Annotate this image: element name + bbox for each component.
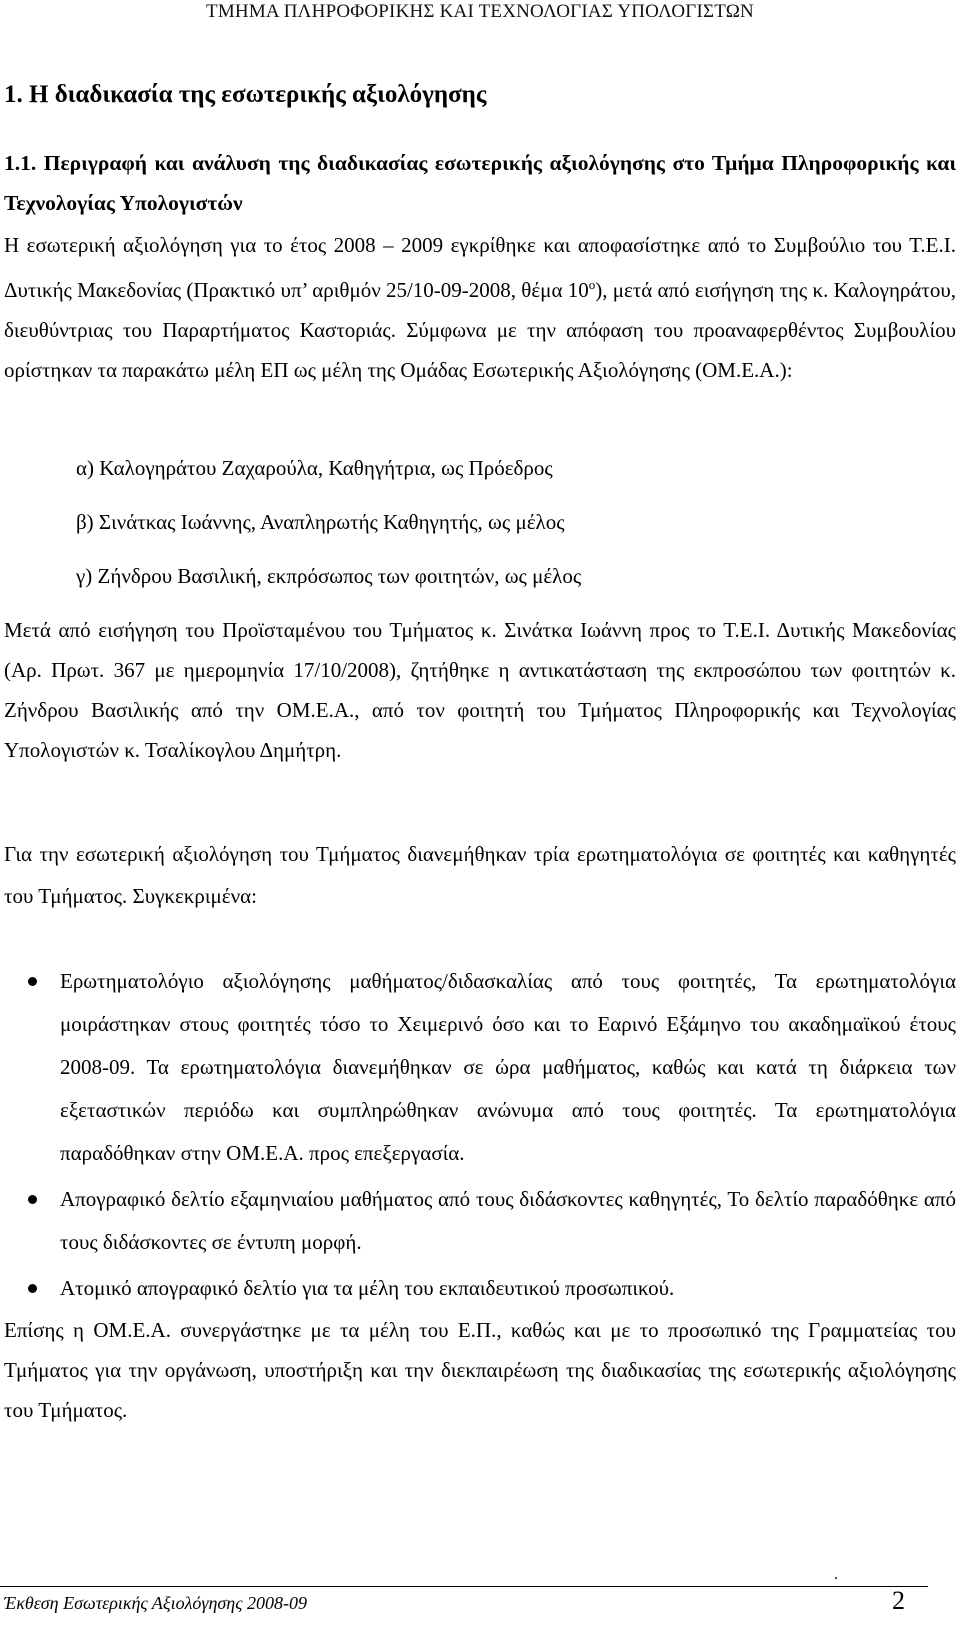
bullet-icon: [28, 1195, 37, 1204]
paragraph-questionnaires: Για την εσωτερική αξιολόγηση του Τμήματος διανεμήθηκαν τρία ερωτηματολόγια σε φοιτητές και καθηγητές του Τμήματος. Συγκεκριμένα:: [4, 842, 956, 908]
paragraph-replacement: Μετά από εισήγηση του Προϊσταμένου του Τμήματος κ. Σινάτκα Ιωάννη προς το Τ.Ε.Ι. Δυτικής Μακεδονίας (Αρ. Πρωτ. 367 με ημερομηνία 17/10/2008), ζητήθηκε η αντικατάσταση της εκπροσώπου των φοιτητών κ. Ζήνδρου Βασιλικής από την ΟΜ.Ε.Α., από τον φοιτητή του Τμήματος Πληροφορικής και Τεχνολογίας Υπολογιστών κ. Τσαλίκογλου Δημήτρη.: [4, 618, 956, 762]
paragraph-committee-decision: [4, 225, 956, 390]
footer-dot: .: [834, 1566, 838, 1583]
list-item-text: Ερωτηματολόγιο αξιολόγησης μαθήματος/διδασκαλίας από τους φοιτητές, Τα ερωτηματολόγια μοιράστηκαν στους φοιτητές τόσο το Χειμερινό όσο και το Εαρινό Εξάμηνο του ακαδημαϊκού έτους 2008-09. Τα ερωτηματολόγια διανεμήθηκαν σε ώρα μαθήματος, καθώς και κατά τη διάρκεια των εξεταστικών περιόδω και συμπληρώθηκαν ανώνυμα από τους φοιτητές. Τα ερωτηματολόγια παραδόθηκαν στην ΟΜ.Ε.Α. προς επεξεργασία.: [60, 969, 956, 1165]
subsection-heading: 1.1. Περιγραφή και ανάλυση της διαδικασίας εσωτερικής αξιολόγησης στο Τμήμα Πληροφορικής και Τεχνολογίας Υπολογιστών: [4, 151, 956, 215]
running-header: ΤΜΗΜΑ ΠΛΗΡΟΦΟΡΙΚΗΣ ΚΑΙ ΤΕΧΝΟΛΟΓΙΑΣ ΥΠΟΛΟΓΙΣΤΩΝ: [206, 1, 754, 22]
footer-divider: [0, 1586, 928, 1587]
bullet-icon: [28, 977, 37, 986]
list-item-text: Απογραφικό δελτίο εξαμηνιαίου μαθήματος από τους διδάσκοντες καθηγητές, Το δελτίο παραδόθηκε από τους διδάσκοντες σε έντυπη μορφή.: [60, 1187, 956, 1254]
paragraph-cooperation: Επίσης η ΟΜ.Ε.Α. συνεργάστηκε με τα μέλη του Ε.Π., καθώς και με το προσωπικό της Γραμματείας του Τμήματος για την οργάνωση, υποστήριξη και την διεκπαιρέωση της διαδικασίας της εσωτερικής αξιολόγησης του Τμήματος.: [4, 1318, 956, 1422]
member-item: β) Σινάτκας Ιωάννης, Αναπληρωτής Καθηγητής, ως μέλος: [76, 510, 565, 534]
list-item: [0, 1178, 956, 1264]
list-item-text: Ατομικό απογραφικό δελτίο για τα μέλη του εκπαιδευτικού προσωπικού.: [60, 1276, 675, 1300]
questionnaire-list: [0, 960, 956, 1310]
section-heading: 1. Η διαδικασία της εσωτερικής αξιολόγησης: [4, 81, 487, 108]
list-item: [0, 960, 956, 1175]
list-item: [0, 1267, 956, 1310]
bullet-icon: [28, 1284, 37, 1293]
paragraph-text: ), μετά από εισήγηση της κ. Καλογηράτου, διευθύντριας του Παραρτήματος Καστοριάς. Σύμφωνα με την απόφαση του προαναφερθέντος Συμβουλίου ορίστηκαν τα παρακάτω μέλη ΕΠ ως μέλη της Ομάδας Εσωτερικής Αξιολόγησης (ΟΜ.Ε.Α.):: [4, 278, 957, 382]
member-item: α) Καλογηράτου Ζαχαρούλα, Καθηγήτρια, ως Πρόεδρος: [76, 456, 553, 480]
superscript-ordinal: ο: [588, 277, 596, 292]
page-number: 2: [892, 1586, 905, 1615]
paragraph-text: Η εσωτερική αξιολόγηση για το έτος 2008 – 2009 εγκρίθηκε και αποφασίστηκε από το Συμβούλιο του Τ.Ε.Ι. Δυτικής Μακεδονίας (Πρακτικό υπ’ αριθμόν 25/10-09-2008, θέμα 10: [4, 233, 956, 302]
member-item: γ) Ζήνδρου Βασιλική, εκπρόσωπος των φοιτητών, ως μέλος: [76, 564, 582, 588]
footer-report-title: Έκθεση Εσωτερικής Αξιολόγησης 2008-09: [4, 1593, 308, 1613]
